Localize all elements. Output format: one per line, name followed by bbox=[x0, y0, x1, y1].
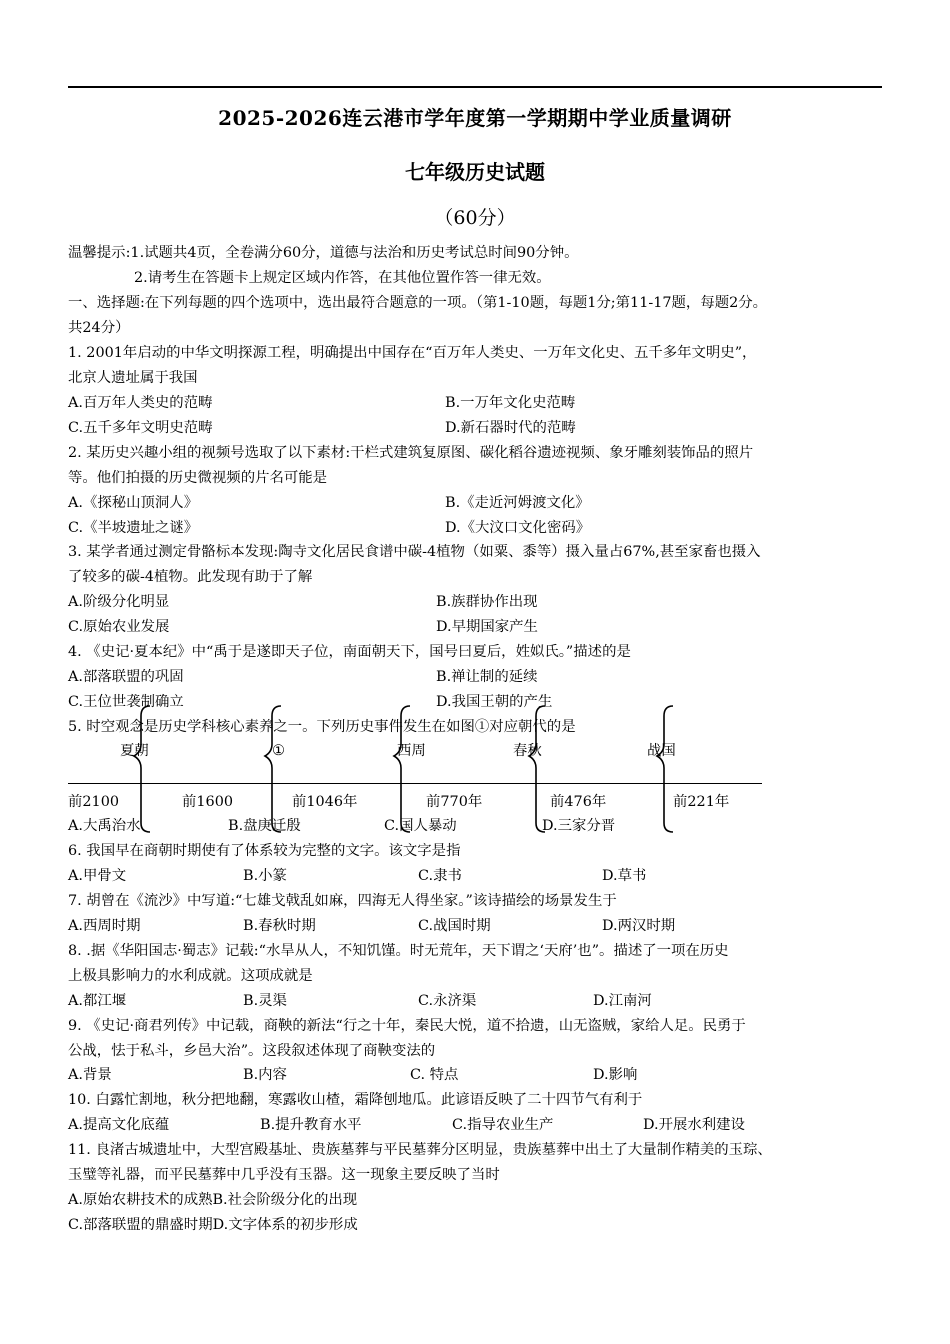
option-a: A.提高文化底蕴 bbox=[68, 1117, 170, 1133]
option-b: B.一万年文化史范畴 bbox=[445, 395, 576, 411]
option-d: D.早期国家产生 bbox=[436, 619, 538, 635]
timeline-year: 前2100 bbox=[68, 794, 120, 810]
tip-line-2: 2.请考生在答题卡上规定区域内作答，在其他位置作答一律无效。 bbox=[134, 270, 551, 286]
question-stem: 上极具影响力的水利成就。这项成就是 bbox=[68, 968, 313, 984]
option-d: D.我国王朝的产生 bbox=[436, 694, 553, 710]
tip-line-1: 温馨提示:1.试题共4页，全卷满分60分，道德与法治和历史考试总时间90分钟。 bbox=[68, 245, 579, 261]
option-c: C.指导农业生产 bbox=[452, 1117, 554, 1133]
timeline-year: 前476年 bbox=[550, 794, 607, 810]
timeline-year: 前221年 bbox=[673, 794, 730, 810]
section-instruction-2: 共24分） bbox=[68, 320, 130, 336]
timeline-year: 前770年 bbox=[426, 794, 483, 810]
question-stem: 等。他们拍摄的历史微视频的片名可能是 bbox=[68, 470, 328, 486]
option-a: A.背景 bbox=[68, 1067, 112, 1083]
timeline-dynasty-zhanguo: 战国 bbox=[647, 743, 676, 759]
option-d: D.草书 bbox=[602, 868, 647, 884]
option-d: D.《大汶口文化密码》 bbox=[445, 520, 591, 536]
question-stem: 了较多的碳-4植物。此发现有助于了解 bbox=[68, 569, 313, 585]
question-stem: 5. 时空观念是历史学科核心素养之一。下列历史事件发生在如图①对应朝代的是 bbox=[68, 719, 576, 735]
timeline-brace bbox=[529, 706, 545, 832]
question-stem: 2. 某历史兴趣小组的视频号选取了以下素材:干栏式建筑复原图、碳化稻谷遗迹视频、象牙雕刻装饰品的照片 bbox=[68, 445, 754, 461]
question-stem: 3. 某学者通过测定骨骼标本发现:陶寺文化居民食谱中碳-4植物（如粟、黍等）摄入量占67%,甚至家畜也摄入 bbox=[68, 544, 761, 560]
option-a: A.阶级分化明显 bbox=[68, 594, 170, 610]
exam-subtitle: 七年级历史试题 bbox=[405, 160, 545, 184]
question-stem: 6. 我国早在商朝时期使有了体系较为完整的文字。该文字是指 bbox=[68, 843, 461, 859]
section-instruction-1: 一、选择题:在下列每题的四个选项中，选出最符合题意的一项。（第1-10题，每题1分;第11-17题，每题2分。 bbox=[68, 295, 768, 311]
option-c bbox=[68, 1218, 358, 1232]
option-b: B.族群协作出现 bbox=[436, 594, 538, 610]
exam-title: 2025-2026连云港市学年度第一学期期中学业质量调研 bbox=[218, 106, 732, 130]
timeline-brace bbox=[394, 706, 410, 832]
timeline-brace bbox=[657, 706, 673, 832]
option-a: A.甲骨文 bbox=[68, 868, 127, 884]
option-c: C.隶书 bbox=[418, 868, 462, 884]
option-d: D.三家分晋 bbox=[542, 818, 616, 834]
option-b: B.内容 bbox=[243, 1067, 287, 1083]
question-stem: 玉璧等礼器，而平民墓葬中几乎没有玉器。这一现象主要反映了当时 bbox=[68, 1167, 500, 1183]
option-b: B.春秋时期 bbox=[243, 918, 316, 934]
option-a bbox=[68, 1193, 357, 1207]
option-b-text: B.社会阶级分化的出现 bbox=[212, 1192, 358, 1208]
question-stem: 4. 《史记·夏本纪》中“禹于是遂即天子位，南面朝天下，国号曰夏后，姓姒氏。”描述的是 bbox=[68, 644, 631, 660]
option-b: B.盘庚迁殷 bbox=[228, 818, 301, 834]
timeline-brace bbox=[134, 706, 150, 832]
question-stem: 10. 白露忙割地，秋分把地翻，寒露收山楂，霜降刨地瓜。此谚语反映了二十四节气有利于 bbox=[68, 1092, 643, 1108]
option-d-text: D.文字体系的初步形成 bbox=[212, 1217, 358, 1233]
option-d: D.新石器时代的范畴 bbox=[445, 420, 576, 436]
option-c: C.原始农业发展 bbox=[68, 619, 170, 635]
option-c-text: C.部落联盟的鼎盛时期 bbox=[68, 1217, 213, 1233]
question-stem: 公战，怯于私斗，乡邑大治”。这段叙述体现了商鞅变法的 bbox=[68, 1043, 436, 1059]
option-a: A.大禹治水 bbox=[68, 818, 141, 834]
option-c: C.《半坡遗址之谜》 bbox=[68, 520, 199, 536]
option-a-text: A.原始农耕技术的成熟 bbox=[68, 1192, 213, 1208]
option-c: C.战国时期 bbox=[418, 918, 491, 934]
option-b: B.小篆 bbox=[243, 868, 287, 884]
option-c: C.王位世袭制确立 bbox=[68, 694, 184, 710]
timeline-dynasty-chunqiu: 春秋 bbox=[513, 743, 542, 759]
timeline-brace bbox=[265, 706, 281, 832]
timeline-year: 前1600 bbox=[182, 794, 234, 810]
question-stem: 1. 2001年启动的中华文明探源工程，明确提出中国存在“百万年人类史、一万年文化史、五千多年文明史”， bbox=[68, 345, 757, 361]
option-b: B.灵渠 bbox=[243, 993, 287, 1009]
option-b: B.禅让制的延续 bbox=[436, 669, 538, 685]
option-d: D.两汉时期 bbox=[602, 918, 676, 934]
option-c: C.永济渠 bbox=[418, 993, 477, 1009]
question-stem: 11. 良渚古城遗址中，大型宫殿基址、贵族墓葬与平民墓葬分区明显，贵族墓葬中出土了大量制作精美的玉琮、 bbox=[68, 1142, 772, 1158]
option-a: A.部落联盟的巩固 bbox=[68, 669, 184, 685]
option-a: A.《探秘山顶洞人》 bbox=[68, 495, 199, 511]
timeline-dynasty-xia: 夏朝 bbox=[120, 743, 149, 759]
timeline-dynasty-blank: ① bbox=[272, 743, 285, 759]
option-a: A.百万年人类史的范畴 bbox=[68, 395, 213, 411]
option-b: B.《走近河姆渡文化》 bbox=[445, 495, 590, 511]
timeline-dynasty-western-zhou: 西周 bbox=[397, 743, 426, 759]
option-d: D.江南河 bbox=[593, 993, 652, 1009]
question-stem: 9. 《史记·商君列传》中记载，商鞅的新法“行之十年，秦民大悦，道不拾遗，山无盗贼，家给人足。民勇于 bbox=[68, 1018, 746, 1034]
option-c: C.五千多年文明史范畴 bbox=[68, 420, 213, 436]
option-c: C. 特点 bbox=[410, 1067, 459, 1083]
option-d: D.影响 bbox=[593, 1067, 638, 1083]
option-d: D.开展水利建设 bbox=[643, 1117, 745, 1133]
option-a: A.西周时期 bbox=[68, 918, 141, 934]
question-stem: 北京人遗址属于我国 bbox=[68, 370, 198, 386]
question-stem: 8. .据《华阳国志·蜀志》记载:“水旱从人，不知饥馑。时无荒年，天下谓之‘天府’也”。描述了一项在历史 bbox=[68, 943, 729, 959]
exam-score: （60分） bbox=[434, 207, 516, 229]
question-stem: 7. 胡曾在《流沙》中写道:“七雄戈戟乱如麻，四海无人得坐家。”该诗描绘的场景发生于 bbox=[68, 893, 617, 909]
option-c: C.国人暴动 bbox=[384, 818, 457, 834]
option-b: B.提升教育水平 bbox=[260, 1117, 362, 1133]
option-a: A.都江堰 bbox=[68, 993, 127, 1009]
timeline-year: 前1046年 bbox=[292, 794, 358, 810]
